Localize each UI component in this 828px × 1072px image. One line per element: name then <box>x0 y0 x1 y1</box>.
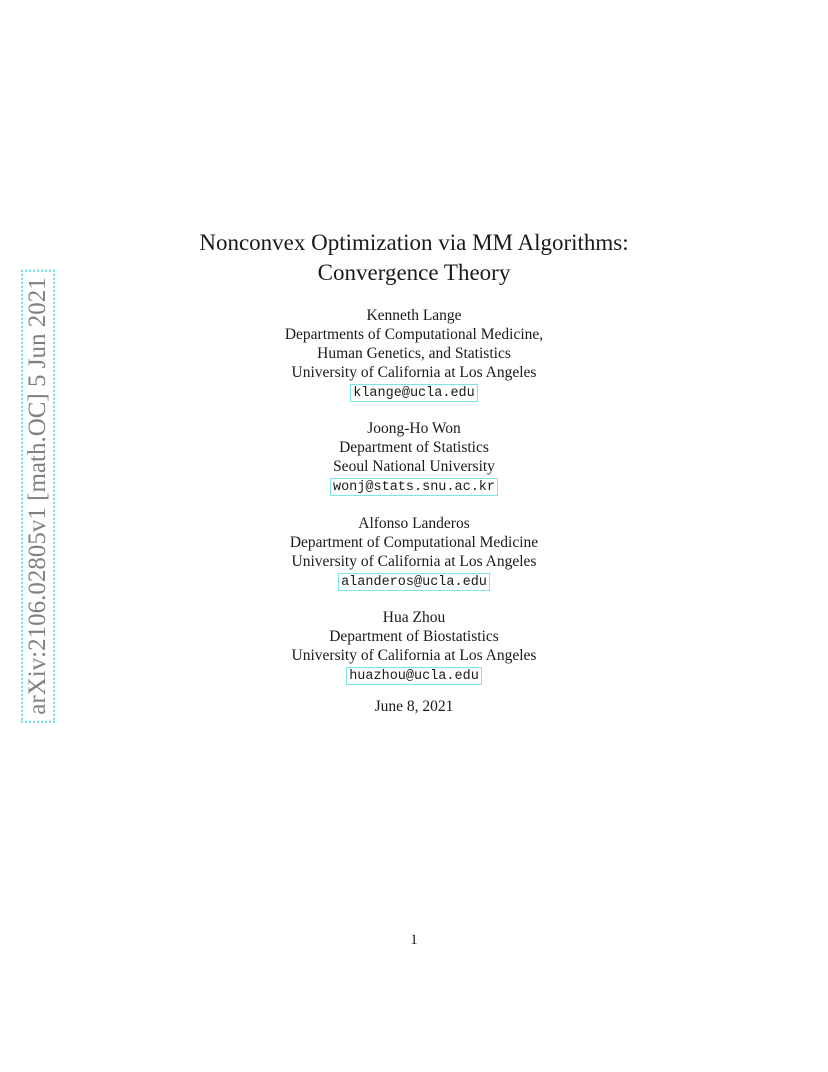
author-email-link[interactable]: alanderos@ucla.edu <box>338 573 490 591</box>
author-email-link[interactable]: huazhou@ucla.edu <box>346 667 482 685</box>
author-affiliation-line: Department of Statistics <box>339 439 489 456</box>
paper-date: June 8, 2021 <box>374 698 454 715</box>
paper-title <box>0 228 828 288</box>
author-affiliation-line: Departments of Computational Medicine, <box>284 326 544 343</box>
author-email-link[interactable]: klange@ucla.edu <box>350 384 478 402</box>
author-affiliation-line: University of California at Los Angeles <box>291 364 537 381</box>
author-affiliation-line: Department of Computational Medicine <box>289 534 539 551</box>
author-affiliation-line: University of California at Los Angeles <box>291 553 537 570</box>
author-name: Joong-Ho Won <box>367 420 461 437</box>
author-block-landeros <box>0 514 828 591</box>
author-name: Kenneth Lange <box>366 307 462 324</box>
author-affiliation-line: Seoul National University <box>333 458 495 475</box>
author-email-link[interactable]: wonj@stats.snu.ac.kr <box>330 478 498 496</box>
author-block-lange <box>0 306 828 402</box>
author-affiliation-line: University of California at Los Angeles <box>291 647 537 664</box>
author-name: Alfonso Landeros <box>358 515 470 532</box>
page-number: 1 <box>410 932 418 948</box>
arxiv-identifier-link[interactable]: arXiv:2106.02805v1 [math.OC] 5 Jun 2021 <box>21 269 55 722</box>
title-line-2: Convergence Theory <box>317 260 511 285</box>
author-block-won <box>0 419 828 496</box>
author-name: Hua Zhou <box>382 609 446 626</box>
title-line-1: Nonconvex Optimization via MM Algorithms: <box>199 230 629 255</box>
author-affiliation-line: Human Genetics, and Statistics <box>317 345 511 362</box>
author-block-zhou <box>0 608 828 685</box>
author-affiliation-line: Department of Biostatistics <box>329 628 499 645</box>
